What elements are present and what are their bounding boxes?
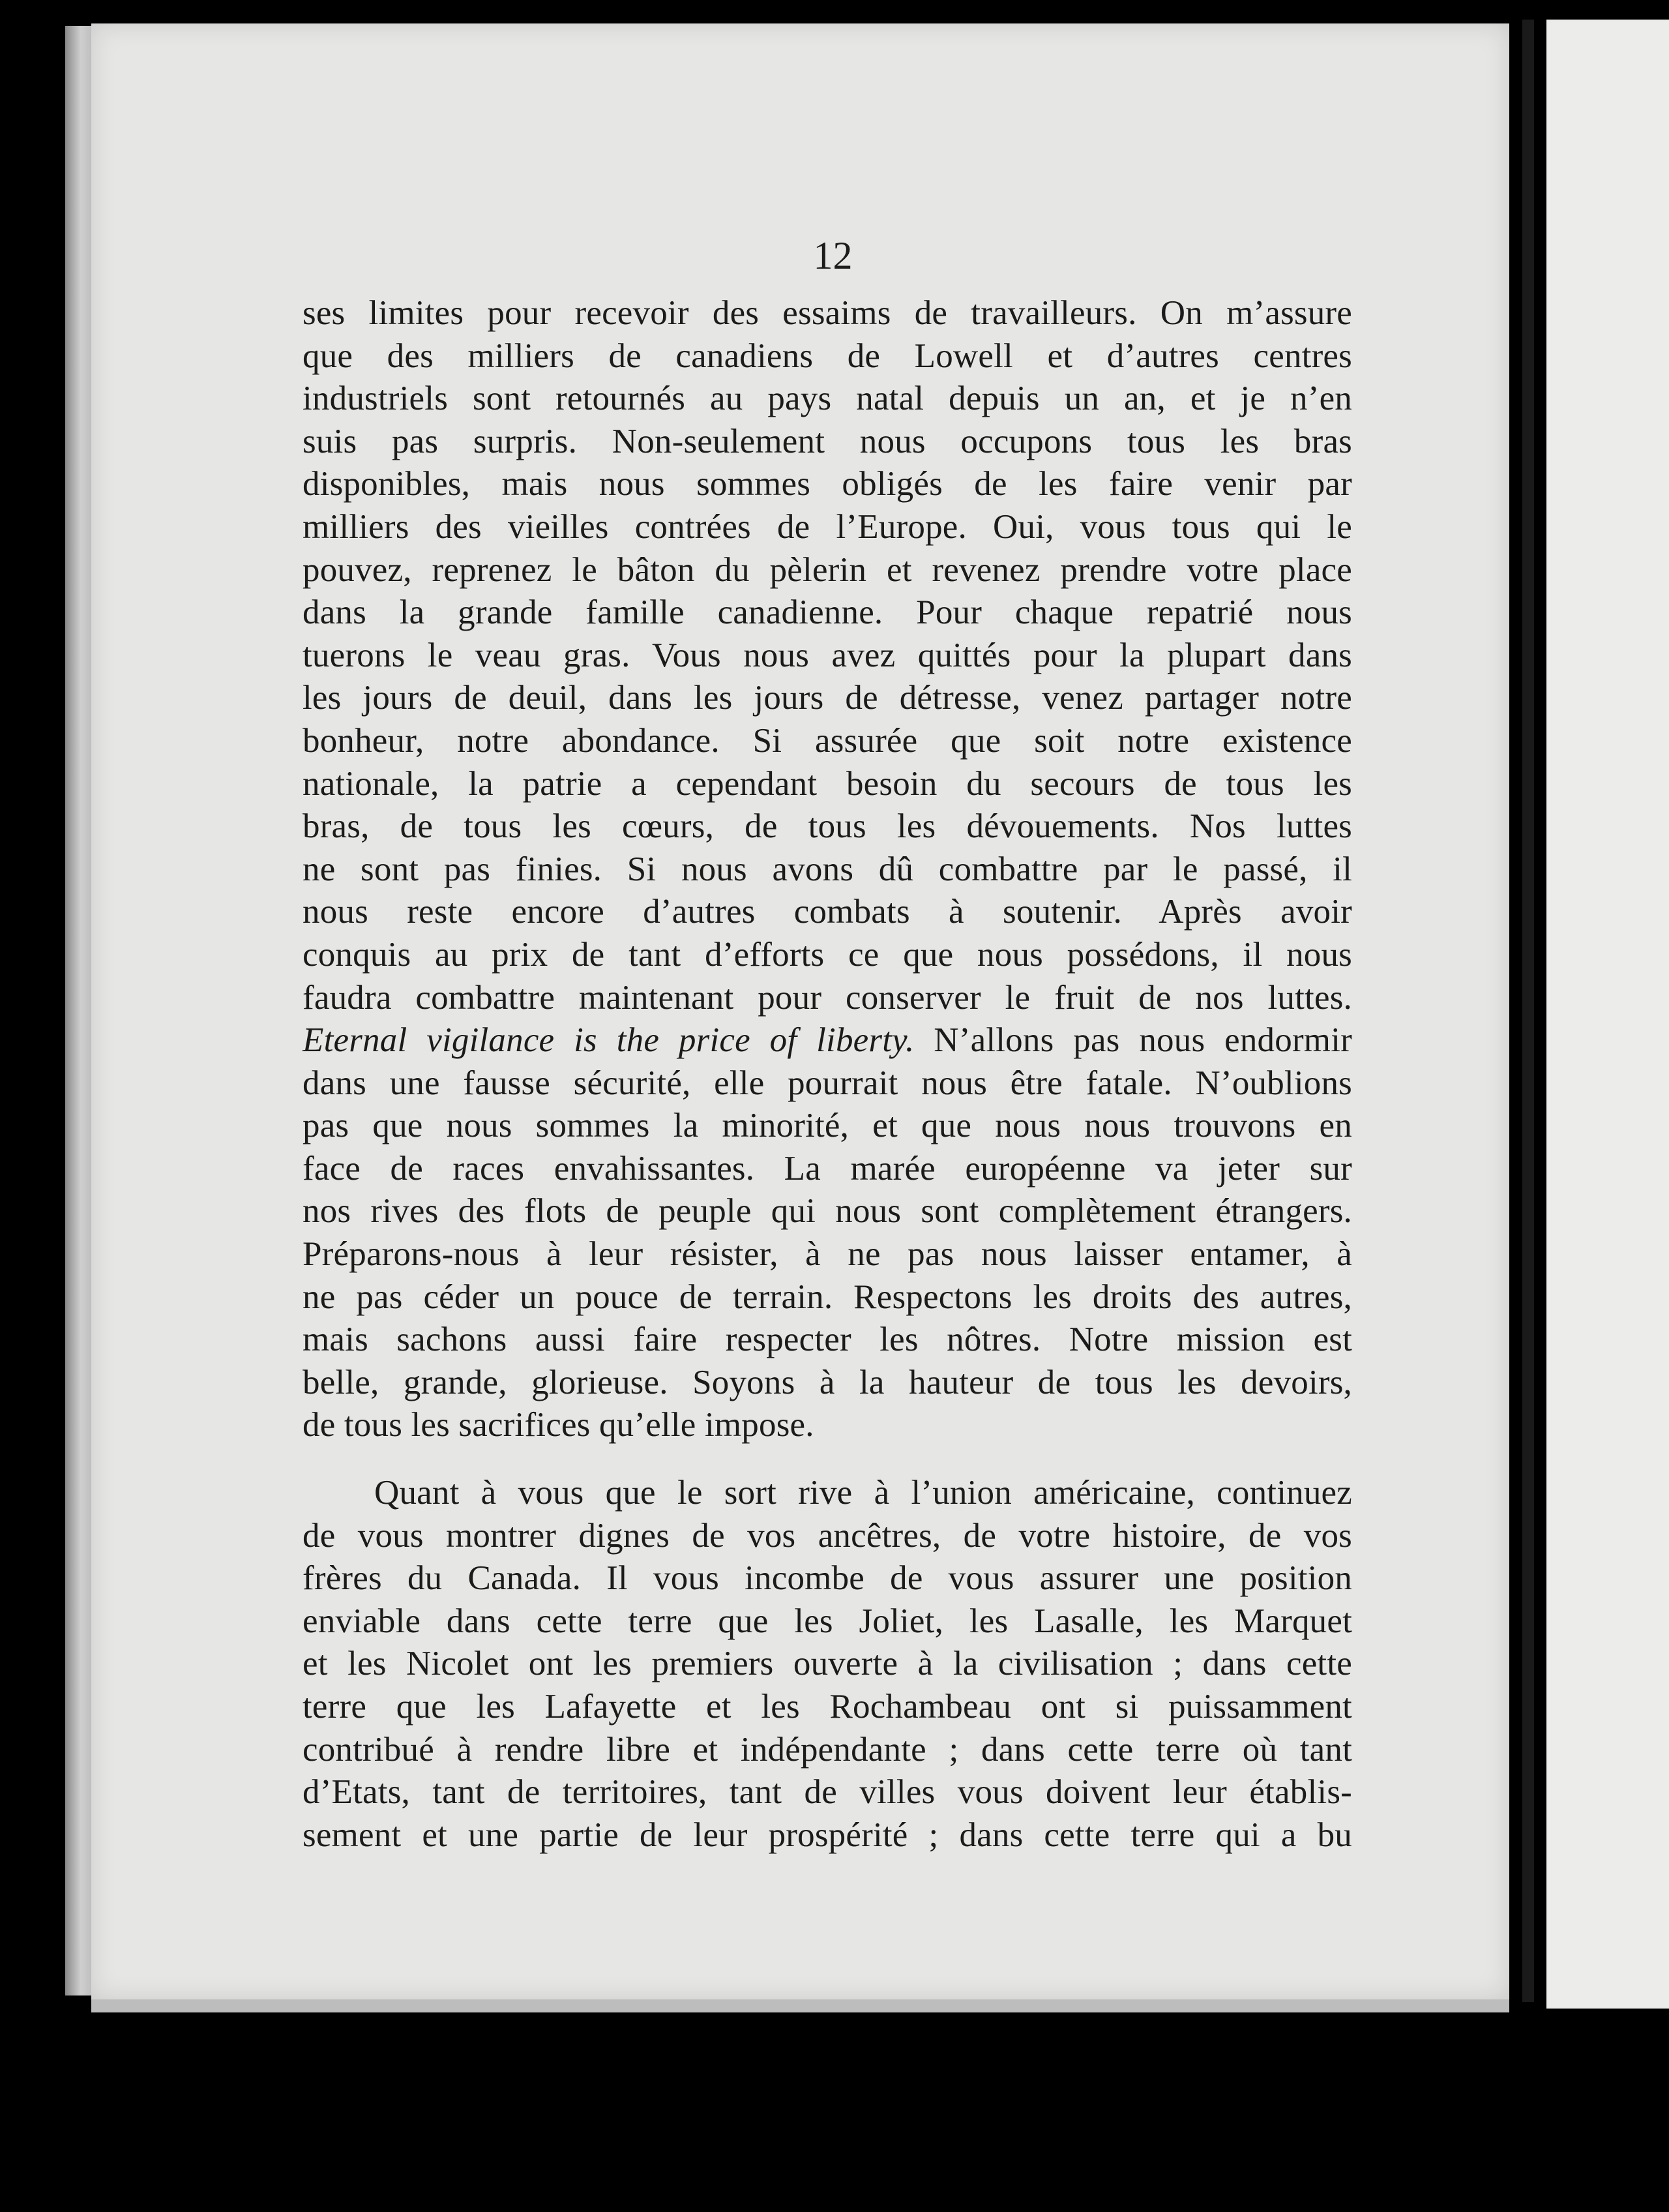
text-line: frères du Canada. Il vous incombe de vous assurer une position xyxy=(303,1559,1352,1598)
text-line: contribué à rendre libre et indépendante ; dans cette terre où tant xyxy=(303,1730,1352,1769)
text-fragment: N’allons pas nous endormir xyxy=(914,1021,1352,1060)
text-line: disponibles, mais nous sommes obligés de les faire venir par xyxy=(303,465,1352,503)
paragraph-gap xyxy=(303,1447,1352,1472)
text-line: pouvez, reprenez le bâton du pèlerin et revenez prendre votre place xyxy=(303,550,1352,589)
page-gutter-shadow xyxy=(1522,20,1534,2002)
text-line: bonheur, notre abondance. Si assurée que soit notre existence xyxy=(303,721,1352,760)
text-line: les jours de deuil, dans les jours de détresse, venez partager notre xyxy=(303,679,1352,717)
text-line: d’Etats, tant de territoires, tant de villes vous doivent leur établis- xyxy=(303,1773,1352,1812)
page-bottom-edge xyxy=(91,1999,1509,2012)
body-text xyxy=(303,292,1352,1857)
text-line: Préparons-nous à leur résister, à ne pas nous laisser entamer, à xyxy=(303,1235,1352,1274)
text-line: tuerons le veau gras. Vous nous avez quittés pour la plupart dans xyxy=(303,636,1352,674)
text-line-with-italic xyxy=(303,1019,1352,1062)
text-line: ne pas céder un pouce de terrain. Respectons les droits des autres, xyxy=(303,1278,1352,1316)
text-line: Quant à vous que le sort rive à l’union américaine, continuez xyxy=(374,1474,1352,1512)
text-line: sement et une partie de leur prospérité ; dans cette terre qui a bu xyxy=(303,1816,1352,1854)
text-line: ne sont pas finies. Si nous avons dû combattre par le passé, il xyxy=(303,850,1352,888)
text-line: et les Nicolet ont les premiers ouverte à la civilisation ; dans cette xyxy=(303,1645,1352,1683)
text-line: belle, grande, glorieuse. Soyons à la hauteur de tous les devoirs, xyxy=(303,1363,1352,1401)
text-line: face de races envahissantes. La marée européenne va jeter sur xyxy=(303,1149,1352,1188)
paragraph-1 xyxy=(303,292,1352,1447)
text-line: nos rives des flots de peuple qui nous sont complètement étrangers. xyxy=(303,1192,1352,1231)
text-line: milliers des vieilles contrées de l’Europe. Oui, vous tous qui le xyxy=(303,507,1352,546)
text-line: que des milliers de canadiens de Lowell et d’autres centres xyxy=(303,336,1352,375)
text-line: de vous montrer dignes de vos ancêtres, de votre histoire, de vos xyxy=(303,1516,1352,1555)
text-line: dans une fausse sécurité, elle pourrait nous être fatale. N’oublions xyxy=(303,1064,1352,1102)
text-line: de tous les sacrifices qu’elle impose. xyxy=(303,1406,814,1444)
text-line: faudra combattre maintenant pour conserver le fruit de nos luttes. xyxy=(303,978,1352,1017)
text-line: bras, de tous les cœurs, de tous les dévouements. Nos luttes xyxy=(303,807,1352,846)
text-line: terre que les Lafayette et les Rochambeau ont si puissamment xyxy=(303,1688,1352,1726)
text-line: conquis au prix de tant d’efforts ce que nous possédons, il nous xyxy=(303,935,1352,974)
text-line: suis pas surpris. Non-seulement nous occupons tous les bras xyxy=(303,422,1352,460)
text-line: industriels sont retournés au pays natal depuis un an, et je n’en xyxy=(303,380,1352,418)
text-line: ses limites pour recevoir des essaims de travailleurs. On m’assure xyxy=(303,294,1352,332)
text-line: enviable dans cette terre que les Joliet, les Lasalle, les Marquet xyxy=(303,1602,1352,1640)
text-line: nous reste encore d’autres combats à soutenir. Après avoir xyxy=(303,893,1352,931)
text-line: mais sachons aussi faire respecter les nôtres. Notre mission est xyxy=(303,1321,1352,1359)
paragraph-2 xyxy=(303,1472,1352,1857)
italic-quote: Eternal vigilance is the price of liberty. xyxy=(303,1021,915,1060)
text-line: pas que nous sommes la minorité, et que nous nous trouvons en xyxy=(303,1107,1352,1145)
adjacent-page-edge xyxy=(1546,20,1669,2009)
text-line: nationale, la patrie a cependant besoin du secours de tous les xyxy=(303,764,1352,803)
page-number: 12 xyxy=(813,234,853,277)
text-line: dans la grande famille canadienne. Pour chaque repatrié nous xyxy=(303,593,1352,632)
